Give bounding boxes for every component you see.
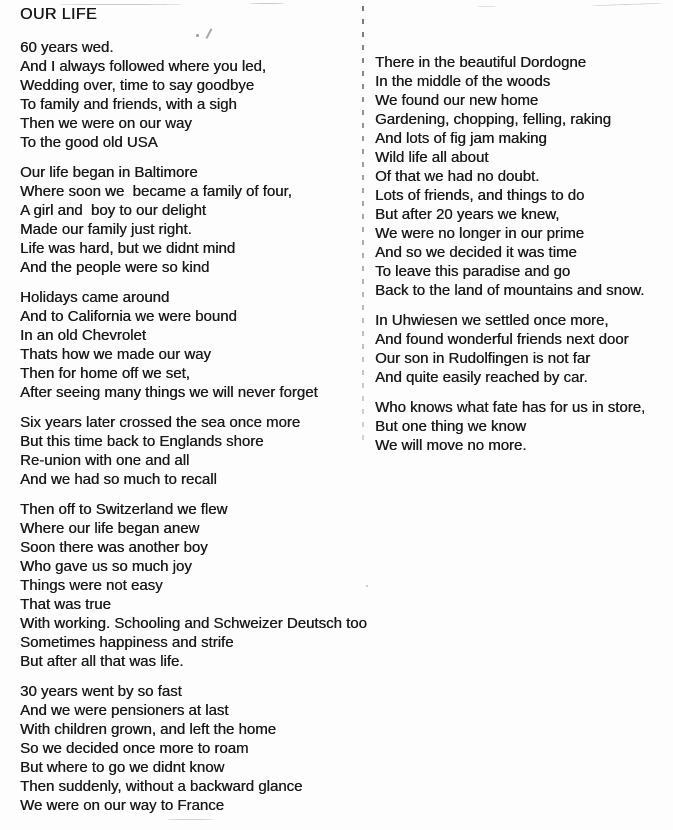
poem-line: Wild life all about bbox=[375, 149, 489, 166]
poem-stanza bbox=[20, 288, 420, 402]
poem-line: Things were not easy bbox=[20, 577, 163, 594]
poem-line: Who gave us so much joy bbox=[20, 558, 192, 575]
poem-line: Back to the land of mountains and snow. bbox=[375, 282, 645, 299]
poem-line: Then off to Switzerland we flew bbox=[20, 501, 228, 518]
poem-line: There in the beautiful Dordogne bbox=[375, 54, 586, 71]
poem-line: With children grown, and left the home bbox=[20, 721, 276, 738]
scan-smudge bbox=[250, 3, 284, 4]
poem-line: Then suddenly, without a backward glance bbox=[20, 778, 303, 795]
poem-line: Our life began in Baltimore bbox=[20, 164, 198, 181]
poem-line: Thats how we made our way bbox=[20, 346, 211, 363]
poem-line: To the good old USA bbox=[20, 134, 158, 151]
poem-line: Wedding over, time to say goodbye bbox=[20, 77, 255, 94]
poem-stanza bbox=[375, 53, 673, 300]
poem-line: Made our family just right. bbox=[20, 221, 192, 238]
poem-line: And to California we were bound bbox=[20, 308, 237, 325]
poem-line: So we decided once more to roam bbox=[20, 740, 249, 757]
poem-line: And the people were so kind bbox=[20, 259, 210, 276]
poem-line: Our son in Rudolfingen is not far bbox=[375, 350, 591, 367]
poem-line: We found our new home bbox=[375, 92, 539, 109]
poem-line: In the middle of the woods bbox=[375, 73, 551, 90]
poem-line: Holidays came around bbox=[20, 289, 170, 306]
poem-line: And quite easily reached by car. bbox=[375, 369, 588, 386]
poem-line: We were on our way to France bbox=[20, 797, 224, 814]
poem-stanza bbox=[20, 413, 420, 489]
poem-line: Soon there was another boy bbox=[20, 539, 208, 556]
poem-line: But after all that was life. bbox=[20, 653, 184, 670]
poem-line: In an old Chevrolet bbox=[20, 327, 146, 344]
scan-smudge bbox=[60, 4, 182, 5]
poem-line: To family and friends, with a sigh bbox=[20, 96, 237, 113]
poem-line: And we had so much to recall bbox=[20, 471, 217, 488]
poem-line: And so we decided it was time bbox=[375, 244, 577, 261]
poem-line: Then we were on our way bbox=[20, 115, 192, 132]
poem-stanza bbox=[20, 38, 420, 152]
poem-line: But one thing we know bbox=[375, 418, 526, 435]
poem-line: Who knows what fate has for us in store, bbox=[375, 399, 646, 416]
poem-line: But where to go we didnt know bbox=[20, 759, 225, 776]
poem-line: A girl and boy to our delight bbox=[20, 202, 206, 219]
poem-stanza bbox=[375, 398, 673, 455]
poem-line: Life was hard, but we didnt mind bbox=[20, 240, 236, 257]
poem-line: We will move no more. bbox=[375, 437, 527, 454]
poem-line: Six years later crossed the sea once more bbox=[20, 414, 301, 431]
poem-line: Lots of friends, and things to do bbox=[375, 187, 585, 204]
poem-line: Where our life began anew bbox=[20, 520, 200, 537]
poem-left-column bbox=[20, 38, 420, 826]
poem-stanza bbox=[20, 682, 420, 815]
poem-line: With working. Schooling and Schweizer Deutsch too bbox=[20, 615, 367, 632]
poem-line: Sometimes happiness and strife bbox=[20, 634, 234, 651]
poem-right-column bbox=[375, 53, 673, 466]
poem-line: Then for home off we set, bbox=[20, 365, 190, 382]
poem-line: To leave this paradise and go bbox=[375, 263, 571, 280]
scan-smudge bbox=[592, 3, 662, 6]
scan-smudge bbox=[477, 6, 497, 7]
poem-line: Of that we had no doubt. bbox=[375, 168, 540, 185]
poem-line: And lots of fig jam making bbox=[375, 130, 547, 147]
page-title: OUR LIFE bbox=[20, 6, 97, 23]
poem-line: Where soon we became a family of four, bbox=[20, 183, 292, 200]
poem-line: Re-union with one and all bbox=[20, 452, 190, 469]
poem-stanza bbox=[20, 500, 420, 671]
poem-line: And we were pensioners at last bbox=[20, 702, 229, 719]
poem-line: And found wonderful friends next door bbox=[375, 331, 629, 348]
poem-line: 30 years went by so fast bbox=[20, 683, 182, 700]
poem-line: 60 years wed. bbox=[20, 39, 114, 56]
poem-line: But after 20 years we knew, bbox=[375, 206, 560, 223]
poem-line: That was true bbox=[20, 596, 111, 613]
poem-line: Gardening, chopping, felling, raking bbox=[375, 111, 611, 128]
poem-stanza bbox=[20, 163, 420, 277]
poem-line: But this time back to Englands shore bbox=[20, 433, 264, 450]
poem-line: We were no longer in our prime bbox=[375, 225, 584, 242]
poem-stanza bbox=[375, 311, 673, 387]
poem-line: And I always followed where you led, bbox=[20, 58, 266, 75]
poem-line: After seeing many things we will never forget bbox=[20, 384, 318, 401]
scan-speck bbox=[196, 34, 199, 37]
poem-line: In Uhwiesen we settled once more, bbox=[375, 312, 609, 329]
